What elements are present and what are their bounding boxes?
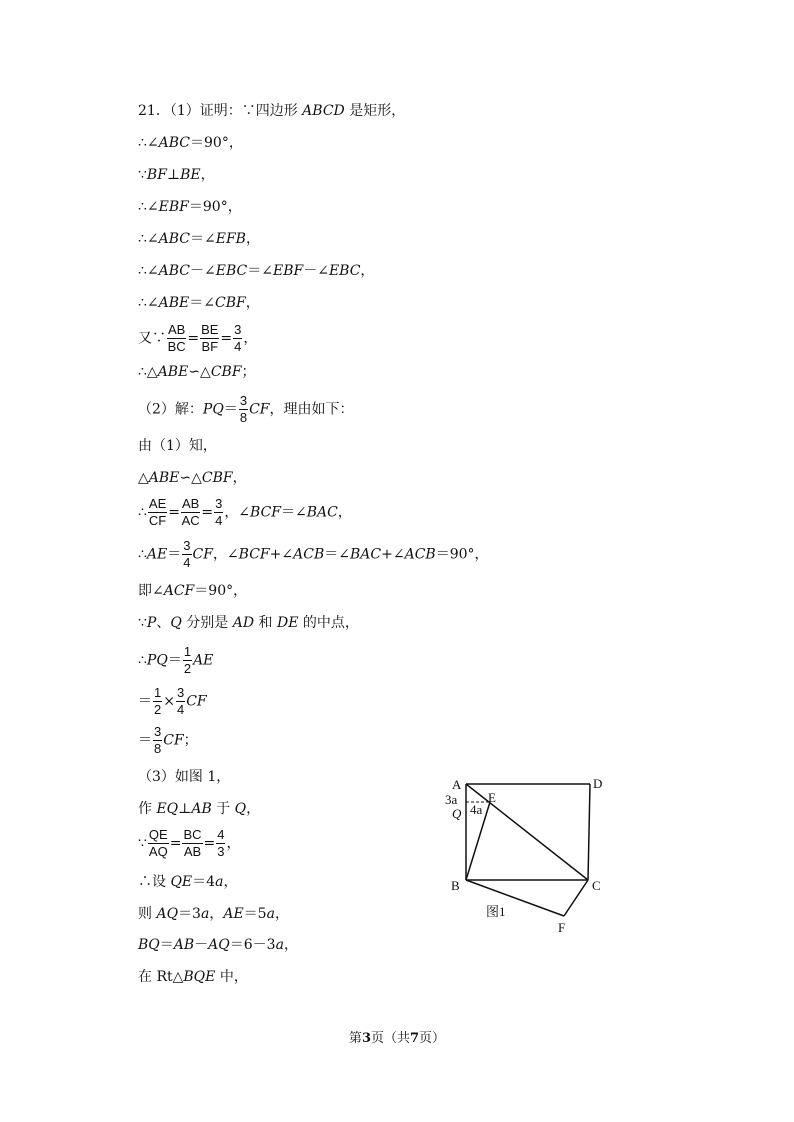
label-q: Q (452, 806, 462, 821)
geometry-figure-1 (430, 770, 620, 940)
label-e: E (488, 790, 496, 805)
line-part3-figure-ref: （3）如图 1， (138, 769, 231, 785)
line-part2-answer: （2）解：PQ＝ $\frac{3}{8}$ CF，理由如下： (138, 393, 354, 425)
page-footer: 第3页（共7页） (348, 1031, 446, 1046)
figure-caption: 图1 (486, 904, 506, 919)
fraction: $\frac{3}{4}$ (234, 322, 242, 354)
segment-ac (466, 784, 588, 880)
label-3a: 3a (445, 792, 458, 807)
segment-dc (588, 784, 590, 880)
line-q21-part1-proof-start: 21．（1）证明：∵四边形 ABCD 是矩形， (138, 103, 406, 119)
line-angle-abc-90: ∴∠ABC＝90°， (138, 135, 243, 151)
fraction: $\frac{3}{8}$ (154, 724, 162, 756)
line-let-qe: ∴设 QE＝4a， (138, 874, 238, 890)
line-ratio-qe-aq: ∵ $\frac{QE}{AQ}$ = $\frac{BC}{AB}$ = $\frac{4}{3}$ ， (138, 827, 241, 859)
fraction: $\frac{BC}{AB}$ (183, 827, 202, 859)
fraction: $\frac{3}{4}$ (176, 685, 185, 717)
line-similar-triangles: ∴△ABE∽△CBF； (138, 364, 256, 380)
fraction: $\frac{3}{4}$ (215, 496, 223, 528)
label-f: F (558, 920, 566, 935)
line-angle-ebf-90: ∴∠EBF＝90°， (138, 199, 242, 215)
label-a: A (452, 777, 462, 792)
segment-bf (466, 880, 564, 916)
line-ratio-ab-bc: 又∵ $\frac{AB}{BC}$ = $\frac{BE}{BF}$ = $\frac{3}{4}$ ， (138, 322, 258, 354)
line-bf-perp-be: ∵BF⊥BE， (138, 167, 215, 183)
fraction: $\frac{AB}{AC}$ (181, 496, 200, 528)
label-c: C (592, 878, 601, 893)
fraction: $\frac{3}{8}$ (239, 393, 248, 425)
line-angle-abc-eq-efb: ∴∠ABC＝∠EFB， (138, 231, 260, 247)
line-angle-difference: ∴∠ABC－∠EBC＝∠EBF－∠EBC， (138, 263, 375, 279)
label-4a: 4a (470, 802, 483, 817)
line-three-eighths-cf: ＝ $\frac{3}{8}$ CF； (138, 724, 198, 756)
fraction: $\frac{AE}{CF}$ (148, 496, 167, 528)
line-from-part1: 由（1）知， (138, 438, 217, 454)
segment-fc (564, 880, 588, 916)
line-angle-acf-90: 即∠ACF＝90°， (138, 583, 248, 599)
fraction: $\frac{4}{3}$ (217, 827, 225, 859)
line-ratio-ae-cf: ∴ $\frac{AE}{CF}$ = $\frac{AB}{AC}$ = $\frac{3}{4}$ ，∠BCF＝∠BAC， (138, 496, 352, 528)
line-angle-abe-eq-cbf: ∴∠ABE＝∠CBF， (138, 295, 260, 311)
label-d: D (593, 776, 603, 791)
fraction: $\frac{3}{4}$ (183, 538, 191, 570)
line-half-times-three-quarter: ＝ $\frac{1}{2}$ × $\frac{3}{4}$ CF (138, 685, 207, 717)
line-ae-eq-three-quarter-cf: ∴AE＝ $\frac{3}{4}$ CF，∠BCF+∠ACB＝∠BAC+∠ACB＝90°， (138, 538, 489, 570)
line-similar-triangles-2: △ABE∽△CBF， (138, 470, 247, 486)
fraction: $\frac{1}{2}$ (183, 644, 192, 676)
line-bq: BQ＝AB－AQ＝6－3a， (138, 937, 298, 953)
line-construct-eq-perp: 作 EQ⊥AB 于 Q， (138, 801, 261, 817)
label-b: B (451, 878, 460, 893)
fraction: $\frac{BE}{BF}$ (201, 322, 219, 354)
fraction: $\frac{1}{2}$ (154, 685, 162, 717)
fraction: $\frac{QE}{AQ}$ (148, 827, 168, 859)
line-aq-ae: 则 AQ＝3a，AE＝5a， (138, 906, 289, 922)
fraction: $\frac{AB}{BC}$ (167, 322, 186, 354)
line-midpoints: ∵P、Q 分别是 AD 和 DE 的中点， (138, 615, 359, 631)
line-right-triangle-bqe: 在 Rt△BQE 中， (138, 969, 248, 985)
line-pq-half-ae: ∴PQ＝ $\frac{1}{2}$ AE (138, 644, 214, 676)
